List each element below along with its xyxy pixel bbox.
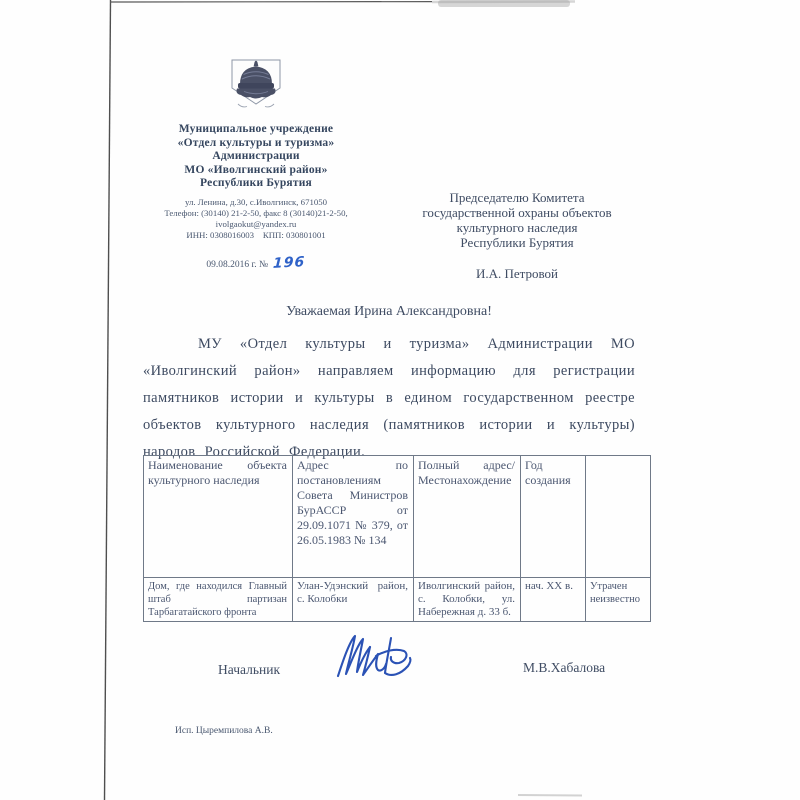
salutation: Уважаемая Ирина Александровна! <box>286 304 492 319</box>
org-name-line: «Отдел культуры и туризма» <box>177 136 335 149</box>
addressee-line: государственной охраны объектов <box>422 205 612 220</box>
executor-note: Исп. Цыремпилова А.В. <box>175 726 273 736</box>
cell-status: Утрачен неизвестно <box>586 578 651 622</box>
addressee-line: культурного наследия <box>456 220 578 235</box>
date-number-line <box>148 255 364 271</box>
column-header-object-name: Наименование объекта культурного наследия <box>144 456 293 578</box>
scan-left-edge-line <box>105 0 111 800</box>
inn-kpp-line: ИНН: 0308016003 КПП: 030801001 <box>186 229 326 240</box>
addressee-line: Республики Бурятия <box>460 235 574 250</box>
phone-line: Телефон: (30140) 21-2-50, факс 8 (30140)21-2-50, <box>164 207 348 218</box>
addressee-block <box>396 190 638 281</box>
scan-bottom-smudge <box>518 795 582 796</box>
table-row <box>144 578 651 622</box>
handwritten-signature-icon <box>334 630 418 687</box>
column-header-full-address: Полный адрес/ Местонахождение <box>414 456 521 578</box>
signer-name: М.В.Хабалова <box>523 660 606 675</box>
org-name-line: МО «Иволгинский район» <box>184 163 328 176</box>
cell-decree-address: Улан-Удэнский район, с. Колобки <box>293 578 414 622</box>
heritage-registry-table <box>143 455 651 622</box>
signer-position-title: Начальник <box>218 662 281 677</box>
column-header-empty <box>586 456 651 578</box>
org-name-line: Республики Бурятия <box>200 177 312 190</box>
column-header-year: Год создания <box>521 456 586 578</box>
addressee-name: И.А. Петровой <box>475 266 559 281</box>
org-name-line: Администрации <box>212 150 300 163</box>
doc-number-handwritten: 196 <box>273 254 307 272</box>
addressee-line: Председателю Комитета <box>449 190 585 205</box>
buryat-crown-shield-emblem-icon <box>230 58 282 117</box>
org-name-line: Муниципальное учреждение <box>178 123 334 135</box>
cell-year: нач. XX в. <box>521 578 586 622</box>
cell-object-name: Дом, где находился Главный штаб партизан Тарбагатайского фронта <box>144 578 293 622</box>
letterhead-block <box>148 58 364 271</box>
cell-full-address: Иволгинский район, с. Колобки, ул. Набережная д. 33 б. <box>414 578 521 622</box>
scan-top-smudge <box>438 0 570 7</box>
email-line: ivolgaokut@yandex.ru <box>215 218 297 229</box>
table-header-row <box>144 456 651 578</box>
street-address-line: ул. Ленина, д.30, с.Иволгинск, 671050 <box>184 196 328 207</box>
body-paragraph: МУ «Отдел культуры и туризма» Администрации МО «Иволгинский район» направляем информацию для регистрации памятников истории и культуры в едином государственном реестре объектов культурного наследия (памятников истории и культуры) народов Российской Федерации. <box>143 336 635 460</box>
column-header-decree-address: Адрес по постановлениям Совета Министров БурАССР от 29.09.1071 № 379, от 26.05.1983 № 134 <box>293 456 414 578</box>
date-label: 09.08.2016 г. № <box>206 259 269 270</box>
letterhead-contacts <box>148 197 364 241</box>
